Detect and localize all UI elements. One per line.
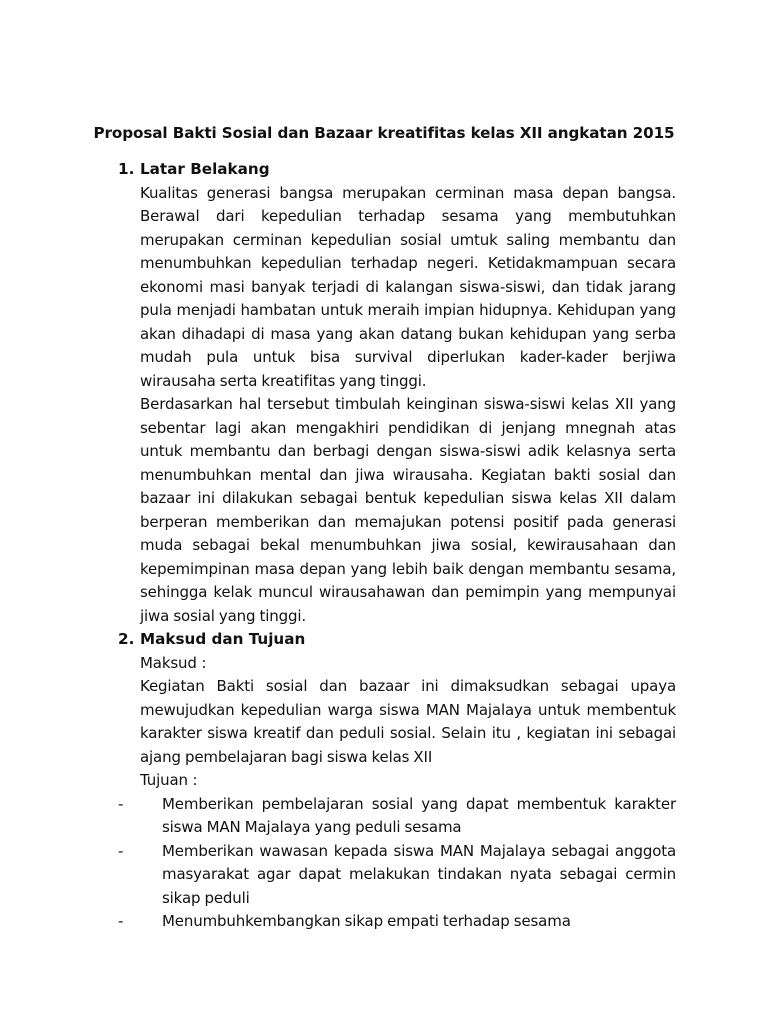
list-item [118,840,676,911]
section-heading [118,158,676,182]
bullet-marker: - [118,841,124,860]
tujuan-list [118,793,676,934]
section-heading-text: Latar Belakang [140,160,270,178]
section-number: 1. [118,160,135,178]
list-item-text: Memberikan wawasan kepada siswa MAN Majalaya sebagai anggota masyarakat agar dapat melakukan tindakan nyata sebagai cermin sikap peduli [162,841,676,907]
bullet-marker: - [118,912,124,930]
tujuan-label: Tujuan : [140,771,198,789]
document-title: Proposal Bakti Sosial dan Bazaar kreatifitas kelas XII angkatan 2015 [93,124,675,142]
paragraph: Kualitas generasi bangsa merupakan cerminan masa depan bangsa. Berawal dari kepedulian terhadap sesama yang membutuhkan merupakan cerminan kepedulian sosial umtuk saling membantu dan menumbuhkan kepedulian terhadap negeri. Ketidakmampuan secara ekonomi masi banyak terjadi di kalangan siswa-siswi, dan tidak jarang pula menjadi hambatan untuk meraih impian hidupnya. Kehidupan yang akan dihadapi di masa yang akan datang bukan kehidupan yang serba mudah pula untuk bisa survival diperlukan kader-kader berjiwa wirausaha serta kreatifitas yang tinggi. [140,183,676,390]
section-latar-belakang [118,158,676,628]
list-item-text: Memberikan pembelajaran sosial yang dapat membentuk karakter siswa MAN Majalaya yang peduli sesama [162,794,676,836]
list-item-text: Menumbuhkembangkan sikap empati terhadap sesama [162,912,571,930]
section-heading [118,628,676,652]
maksud-paragraph: Kegiatan Bakti sosial dan bazaar ini dimaksudkan sebagai upaya mewujudkan kepedulian warga siswa MAN Majalaya untuk membentuk karakter siswa kreatif dan peduli sosial. Selain itu , kegiatan ini sebagai ajang pembelajaran bagi siswa kelas XII [140,677,676,766]
maksud-label: Maksud : [140,653,207,672]
paragraph: Berdasarkan hal tersebut timbulah keinginan siswa-siswi kelas XII yang sebentar lagi akan mengakhiri pendidikan di jenjang mnegnah atas untuk membantu dan berbagi dengan siswa-siswi adik kelasnya serta menumbuhkan mental dan jiwa wirausaha. Kegiatan bakti sosial dan bazaar ini dilakukan sebagai bentuk kepedulian siswa kelas XII dalam berperan memberikan dan memajukan potensi positif pada generasi muda sebagai bekal menumbuhkan jiwa sosial, kewirausahaan dan kepemimpinan masa depan yang lebih baik dengan membantu sesama, sehingga kelak muncul wirausahawan dan pemimpin yang mempunyai jiwa sosial yang tinggi. [140,395,676,625]
section-number: 2. [118,630,135,648]
section-heading-text: Maksud dan Tujuan [140,630,306,648]
bullet-marker: - [118,794,124,813]
section-maksud-tujuan [118,628,676,934]
list-item [118,910,676,934]
list-item [118,793,676,840]
